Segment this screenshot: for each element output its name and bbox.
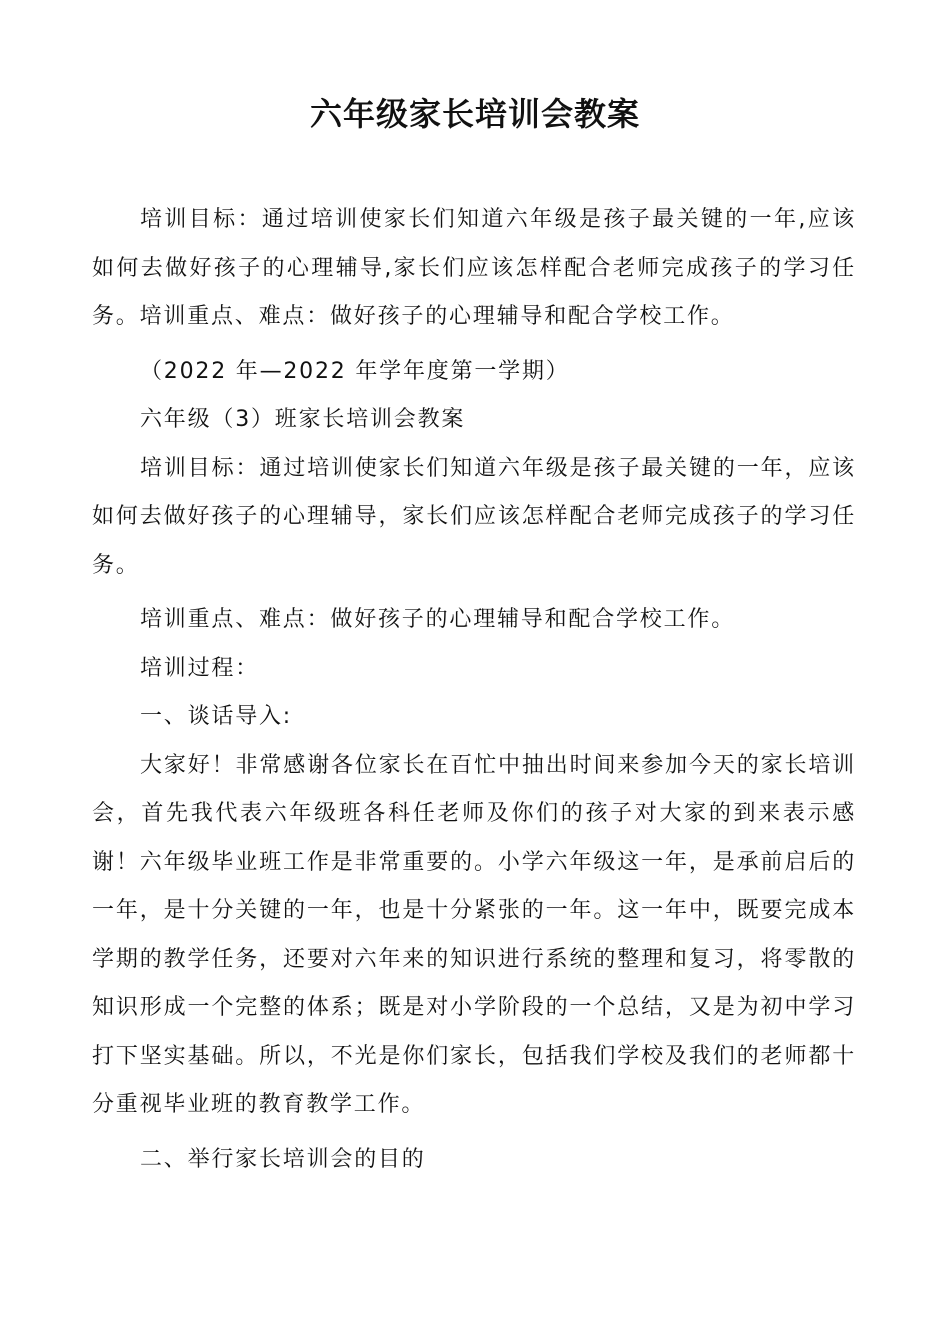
document-title: 六年级家长培训会教案	[309, 95, 640, 133]
paragraph-class-heading: 六年级（3）班家长培训会教案	[140, 407, 466, 432]
paragraph-key-points: 培训重点、难点：做好孩子的心理辅导和配合学校工作。	[140, 607, 736, 632]
document-body	[92, 196, 856, 1190]
paragraph-process-heading: 培训过程：	[140, 655, 260, 681]
paragraph-welcome-speech: 大家好！非常感谢各位家长在百忙中抽出时间来参加今天的家长培训会，首先我代表六年级班各科任老师及你们的孩子对大家的到来表示感谢！六年级毕业班工作是非常重要的。小学六年级这一年，是承前启后的一年，是十分关键的一年，也是十分紧张的一年。这一年中，既要完成本学期的教学任务，还要对六年来的知识进行系统的整理和复习，将零散的知识形成一个完整的体系；既是对小学阶段的一个总结，又是为初中学习打下坚实基础。所以，不光是你们家长，包括我们学校及我们的老师都十分重视毕业班的教育教学工作。	[92, 752, 856, 1117]
paragraph-school-year: （2022 年—2022 年学年度第一学期）	[140, 358, 570, 384]
paragraph-goal-summary: 培训目标：通过培训使家长们知道六年级是孩子最关键的一年,应该如何去做好孩子的心理辅导,家长们应该怎样配合老师完成孩子的学习任务。培训重点、难点：做好孩子的心理辅导和配合学校工作。	[92, 207, 856, 329]
paragraph-training-goal: 培训目标：通过培训使家长们知道六年级是孩子最关键的一年，应该如何去做好孩子的心理辅导，家长们应该怎样配合老师完成孩子的学习任务。	[92, 455, 856, 578]
paragraph-section-two: 二、举行家长培训会的目的	[140, 1146, 426, 1172]
paragraph-section-one: 一、谈话导入:	[140, 704, 293, 729]
